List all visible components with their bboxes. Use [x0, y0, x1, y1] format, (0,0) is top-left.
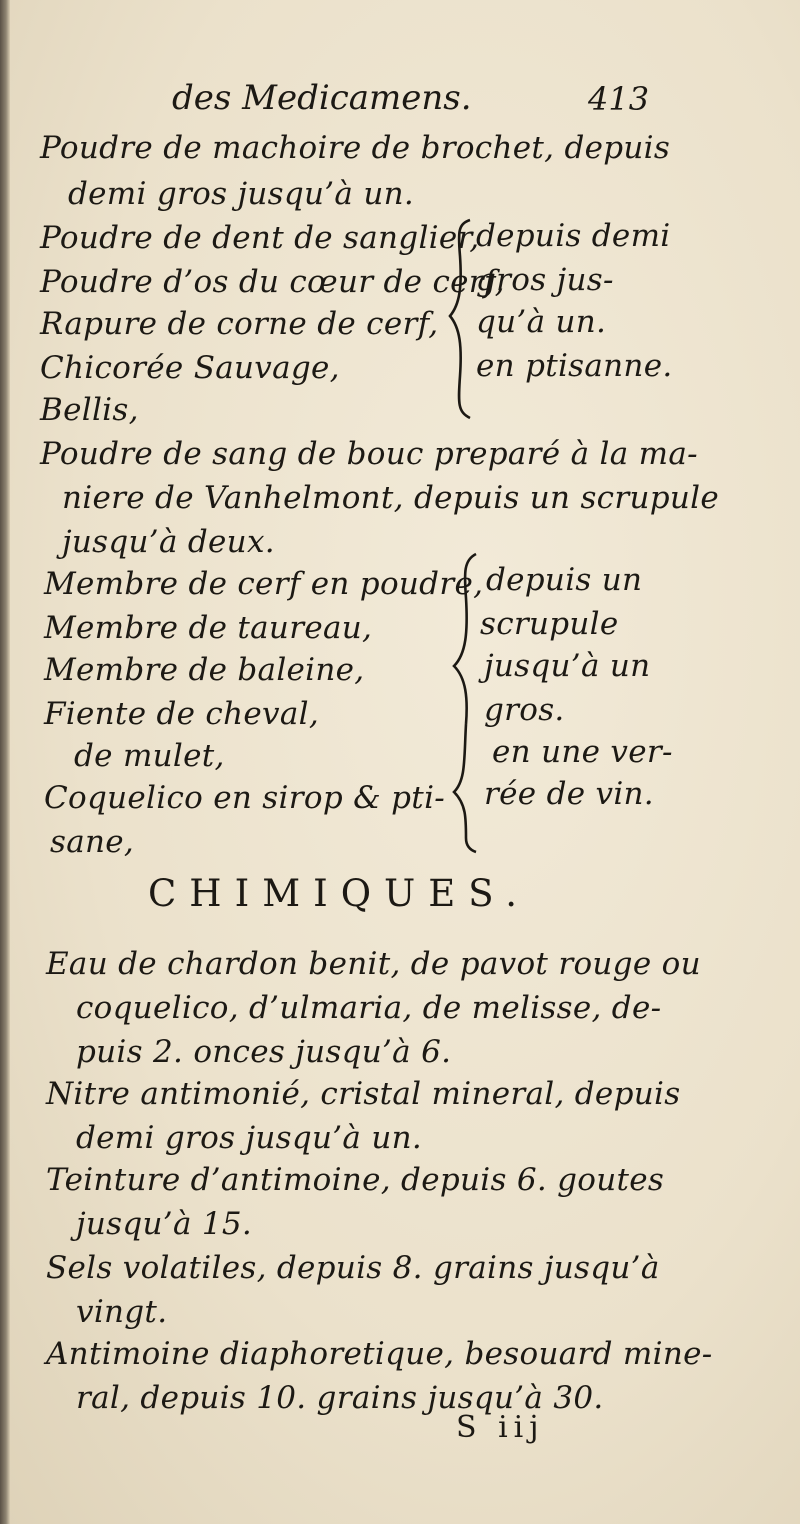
text-line: coquelico, d’ulmaria, de melisse, de-: [76, 990, 662, 1026]
text-line: sane,: [50, 824, 135, 860]
text-line: Antimoine diaphoretique, besouard mine-: [46, 1336, 713, 1372]
text-line: Membre de baleine,: [44, 652, 365, 688]
section-heading: CHIMIQUES.: [148, 872, 531, 915]
page-number: 413: [588, 80, 650, 118]
text-line: Poudre de dent de sanglier,: [40, 220, 480, 256]
text-line: Fiente de cheval,: [44, 696, 319, 732]
text-line: de mulet,: [74, 738, 225, 774]
text-line: demi gros jusqu’à un.: [68, 176, 415, 212]
curly-brace-group-1: [440, 216, 480, 422]
text-line: Rapure de corne de cerf,: [40, 306, 439, 342]
text-line: demi gros jusqu’à un.: [76, 1120, 423, 1156]
text-line: Eau de chardon benit, de pavot rouge ou: [46, 946, 701, 982]
text-line: depuis un: [486, 562, 643, 598]
text-line: Nitre antimonié, cristal mineral, depuis: [46, 1076, 681, 1112]
text-line: puis 2. onces jusqu’à 6.: [76, 1034, 452, 1070]
text-line: qu’à un.: [476, 304, 607, 340]
text-line: depuis demi: [476, 218, 671, 254]
text-line: Poudre de sang de bouc preparé à la ma-: [40, 436, 698, 472]
text-line: en une ver-: [492, 734, 673, 770]
signature-mark: S iij: [456, 1410, 545, 1445]
text-line: gros.: [484, 692, 565, 728]
text-line: Teinture d’antimoine, depuis 6. goutes: [46, 1162, 665, 1198]
text-line: Sels volatiles, depuis 8. grains jusqu’à: [46, 1250, 660, 1286]
text-line: jusqu’à 15.: [76, 1206, 253, 1242]
text-line: ral, depuis 10. grains jusqu’à 30.: [76, 1380, 604, 1416]
text-line: Poudre de machoire de brochet, depuis: [40, 130, 671, 166]
text-line: rée de vin.: [484, 776, 654, 812]
text-line: scrupule: [480, 606, 619, 642]
text-line: vingt.: [76, 1294, 168, 1330]
text-line: gros jus-: [476, 262, 614, 298]
text-line: Poudre d’os du cœur de cerf,: [40, 264, 505, 300]
running-title: des Medicamens.: [172, 78, 472, 118]
text-line: jusqu’à un: [484, 648, 651, 684]
text-line: niere de Vanhelmont, depuis un scrupule: [62, 480, 719, 516]
text-line: Coquelico en sirop & pti-: [44, 780, 446, 816]
text-line: Membre de taureau,: [44, 610, 373, 646]
text-line: Bellis,: [40, 392, 139, 428]
text-line: Chicorée Sauvage,: [40, 350, 340, 386]
text-line: en ptisanne.: [476, 348, 673, 384]
text-line: Membre de cerf en poudre,: [44, 566, 484, 602]
text-line: jusqu’à deux.: [62, 524, 275, 560]
curly-brace-group-2: [444, 548, 488, 854]
book-spine-edge: [0, 0, 10, 1524]
